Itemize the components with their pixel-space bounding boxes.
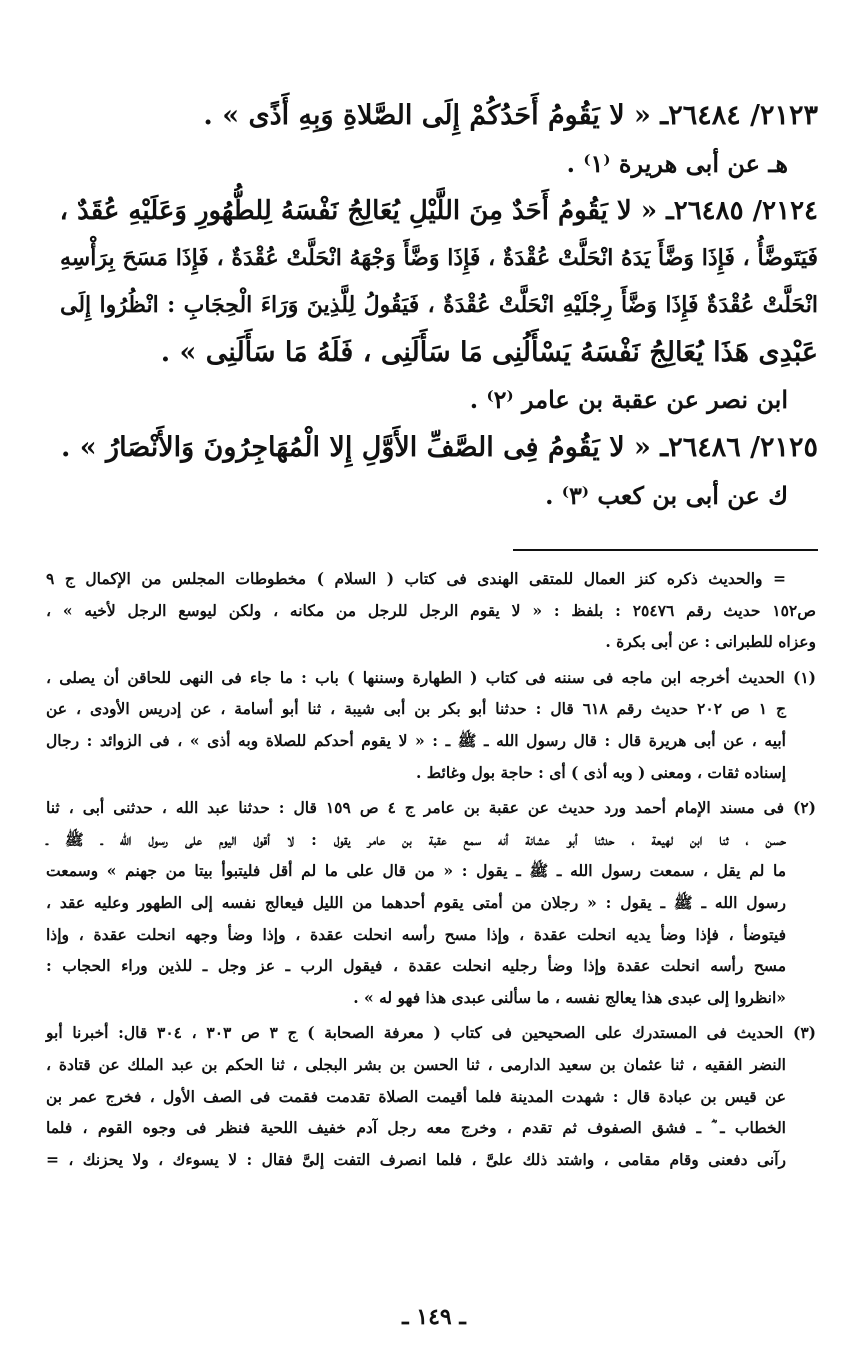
- footnote-continued-line-3: وعزاه للطبرانى : عن أبى بكرة .: [605, 632, 816, 652]
- footnote-2-line-4: رسول الله ـ ﷺ ـ يقول : « رجلان من أمتى يقوم أحدهما من الليل فيعالج نفسه إلى الطهور وعليه عقد ،: [46, 892, 786, 912]
- hadith-2123: ٢١٢٣/ ٢٦٤٨٤ـ « لا يَقُومُ أَحَدُكُمْ إِلَى الصَّلاةِ وَبِهِ أَذًى » .: [203, 100, 818, 131]
- footnote-1-line-4: إسناده ثقات ، ومعنى ( وبه أذى ) أى : حاجة بول وغائط .: [416, 762, 786, 782]
- hadith-2124-line-1: ٢١٢٤/ ٢٦٤٨٥ـ « لا يَقُومُ أَحَدٌ مِنَ اللَّيْلِ يُعَالِجُ نَفْسَهُ لِلطُّهُورِ وَعَلَيْهِ عُقَدٌ ،: [59, 196, 818, 226]
- main-text: [60, 92, 818, 520]
- footnote-2-line-6: مسح رأسه انحلت عقدة وإذا وضأ رجليه انحلت عقدة ، فيقول الرب ـ عز وجل ـ للذين وراء الحجاب :: [46, 956, 786, 976]
- footnote-3-line-4: الخطاب ـ ؓ ـ فشق الصفوف ثم تقدم ، وخرج معه رجل آدم خفيف اللحية فنظر فى وجوه القوم ، فلما: [46, 1118, 786, 1138]
- hadith-2124-line-4: عَبْدِى هَذَا يُعَالِجُ نَفْسَهُ يَسْأَلُنِى مَا سَأَلَنِى ، فَلَهُ مَا سَأَلَنِى » .: [160, 337, 818, 368]
- footnote-3-line-1: (٣) الحديث فى المستدرك على الصحيحين فى كتاب ( معرفة الصحابة ) ج ٣ ص ٣٠٣ ، ٣٠٤ قال: أخبرنا أبو: [46, 1023, 817, 1043]
- footnote-divider: [513, 549, 818, 551]
- footnote-2-line-3: ما لم يقل ، سمعت رسول الله ـ ﷺ ـ يقول : « من قال على ما لم أقل فليتبوأ بيتا من جهنم » وسمعت: [46, 861, 786, 881]
- hadith-2125-source: ك عن أبى بن كعب ⁽٣⁾ .: [545, 481, 788, 510]
- footnote-continued-line-1: = والحديث ذكره كنز العمال للمتقى الهندى فى كتاب ( السلام ) مخطوطات المجلس من الإكمال ج ٩: [46, 569, 786, 588]
- footnote-1-line-2: ج ١ ص ٢٠٢ حديث رقم ٦١٨ قال : حدثنا أبو بكر بن أبى شيبة ، ثنا أبو أسامة ، عن إدريس الأودى ، عن: [46, 699, 786, 719]
- footnote-3-line-3: عن قيس بن عبادة قال : شهدت المدينة فلما أقيمت الصلاة تقدمت فقمت فى الصف الأول ، فخرج عمر بن: [46, 1086, 786, 1106]
- hadith-2124-line-2: فَيَتَوضَّأُ ، فَإِذَا وَضَّأَ يَدَهُ انْحَلَّتْ عُقْدَةٌ ، فَإِذَا وَضَّأَ وَجْهَهُ انْحَلَّتْ عُقْدَةٌ ، فَإِذَا مَسَحَ بِرَأْسِهِ: [60, 245, 818, 271]
- hadith-2124-source: ابن نصر عن عقبة بن عامر ⁽٢⁾ .: [469, 385, 788, 414]
- footnote-2-line-1: (٢) فى مسند الإمام أحمد ورد حديث عن عقبة بن عامر ج ٤ ص ١٥٩ قال : حدثنا عبد الله ، حدثنى أبى ، ثنا: [46, 798, 816, 818]
- hadith-2123-source: هـ عن أبى هريرة ⁽١⁾ .: [566, 149, 788, 178]
- hadith-2125: ٢١٢٥/ ٢٦٤٨٦ـ « لا يَقُومُ فِى الصَّفِّ الأَوَّلِ إِلا الْمُهَاجِرُونَ وَالأَنْصَارُ » .: [60, 432, 818, 463]
- footnote-2-line-2: حسن ، ثنا ابن لهيعة ، حدثنا أبو عشانة أنه سمع عقبة بن عامر يقول : لا أقول اليوم على رسول الله ـ ﷺ ـ: [46, 829, 786, 849]
- footnote-3-line-5: رآنى دفعنى وقام مقامى ، واشتد ذلك علىَّ ، فلما انصرف التفت إلىَّ فقال : لا يسوءك ، ولا يحزنك ، =: [46, 1149, 786, 1169]
- hadith-2124-line-3: انْحَلَّتْ عُقْدَةٌ فَإِذَا وَضَّأَ رِجْلَيْهِ انْحَلَّتْ عُقْدَةٌ ، فَيَقُولُ لِلَّذِينَ وَرَاءَ الْحِجَابِ : انْظُرُوا إِلَى: [60, 292, 818, 318]
- footnote-3-line-2: النضر الفقيه ، ثنا عثمان بن سعيد الدارمى ، ثنا الحسن بن بشر البجلى ، ثنا الحكم بن عبد الملك عن قتادة ،: [46, 1054, 786, 1074]
- footnote-1-line-3: أبيه ، عن أبى هريرة قال : قال رسول الله ـ ﷺ ـ : « لا يقوم أحدكم للصلاة وبه أذى » ، فى الزوائد : رجال: [46, 730, 786, 750]
- footnote-continued-line-2: ص١٥٢ حديث رقم ٢٥٤٧٦ : بلفظ : « لا يقوم الرجل للرجل من مكانه ، ولكن ليوسع الرجل لأخيه » ،: [46, 600, 816, 620]
- footnotes: [46, 563, 816, 1175]
- footnote-1-line-1: (١) الحديث أخرجه ابن ماجه فى سننه فى كتاب ( الطهارة وسننها ) باب : ما جاء فى النهى للحاقن أن يصلى ،: [46, 667, 816, 687]
- footnote-2-line-7: «انظروا إلى عبدى هذا يعالج نفسه ، ما سألنى عبدى هذا فهو له » .: [353, 987, 786, 1007]
- footnote-2-line-5: فيتوضأ ، فإذا وضأ يديه انحلت عقدة ، وإذا مسح رأسه انحلت عقدة ، وإذا وضأ وجهه انحلت عقدة ، وإذا: [46, 924, 786, 944]
- page-number: ـ ١٤٩ ـ: [402, 1304, 466, 1330]
